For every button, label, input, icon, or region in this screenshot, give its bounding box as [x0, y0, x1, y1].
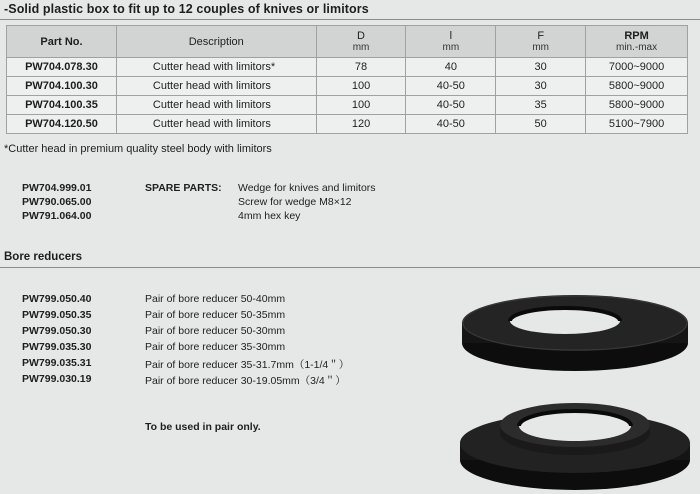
bore-reducer-desc: Pair of bore reducer 50-35mm: [145, 309, 286, 321]
cell-description: Cutter head with limitors: [116, 96, 316, 115]
bore-reducers-divider: [0, 267, 700, 268]
spare-part-code: PW790.065.00: [22, 196, 92, 208]
cell-rpm: 5800~9000: [586, 96, 688, 115]
spare-part-desc: 4mm hex key: [238, 210, 301, 222]
section-heading: -Solid plastic box to fit up to 12 couples of knives or limitors: [4, 2, 369, 16]
cell-rpm: 7000~9000: [586, 58, 688, 77]
bore-reducer-code: PW799.035.31: [22, 357, 92, 369]
lower-bore-reducer-ring: [460, 403, 690, 490]
bore-reducer-desc: Pair of bore reducer 35-31.7mm（1-1/4＂）: [145, 359, 350, 371]
cell-l: 40-50: [406, 96, 496, 115]
cell-d: 100: [316, 96, 406, 115]
cell-f: 35: [496, 96, 586, 115]
bore-reducer-code: PW799.030.19: [22, 373, 92, 385]
table-row: [7, 58, 688, 77]
cell-rpm: 5100~7900: [586, 115, 688, 134]
spare-part-code: PW704.999.01: [22, 182, 92, 194]
col-header-d: D mm: [316, 26, 406, 58]
cell-l: 40: [406, 58, 496, 77]
cell-f: 30: [496, 77, 586, 96]
bore-reducer-desc: Pair of bore reducer 50-30mm: [145, 325, 286, 337]
cell-f: 30: [496, 58, 586, 77]
col-header-part-no: Part No.: [7, 26, 117, 58]
bore-reducer-desc: Pair of bore reducer 35-30mm: [145, 341, 286, 353]
table-header-row: [7, 26, 688, 58]
bore-reducer-code: PW799.035.30: [22, 341, 92, 353]
cell-d: 120: [316, 115, 406, 134]
bore-reducer-code: PW799.050.30: [22, 325, 92, 337]
spare-parts-label: SPARE PARTS:: [145, 182, 222, 194]
spare-part-desc: Screw for wedge M8×12: [238, 196, 352, 208]
cell-d: 78: [316, 58, 406, 77]
cell-description: Cutter head with limitors*: [116, 58, 316, 77]
cutter-head-spec-table: [6, 25, 688, 134]
col-header-l: l mm: [406, 26, 496, 58]
table-row: [7, 77, 688, 96]
cell-l: 40-50: [406, 115, 496, 134]
cell-part-no: PW704.078.30: [7, 58, 117, 77]
bore-reducer-code: PW799.050.40: [22, 293, 92, 305]
heading-divider: [0, 19, 700, 20]
cell-d: 100: [316, 77, 406, 96]
cell-part-no: PW704.100.35: [7, 96, 117, 115]
pair-usage-note: To be used in pair only.: [145, 421, 261, 433]
upper-bore-reducer-ring: [462, 295, 688, 371]
col-header-rpm: RPM min.-max: [586, 26, 688, 58]
spare-part-desc: Wedge for knives and limitors: [238, 182, 376, 194]
col-header-f: F mm: [496, 26, 586, 58]
footnote: *Cutter head in premium quality steel body with limitors: [4, 143, 272, 155]
cell-l: 40-50: [406, 77, 496, 96]
bore-reducer-rings-image: [455, 285, 695, 494]
spare-part-code: PW791.064.00: [22, 210, 92, 222]
bore-reducer-code: PW799.050.35: [22, 309, 92, 321]
cell-description: Cutter head with limitors: [116, 77, 316, 96]
cell-part-no: PW704.100.30: [7, 77, 117, 96]
bore-reducer-desc: Pair of bore reducer 30-19.05mm（3/4＂）: [145, 375, 346, 387]
table-row: [7, 115, 688, 134]
table-row: [7, 96, 688, 115]
bore-reducer-desc: Pair of bore reducer 50-40mm: [145, 293, 286, 305]
cell-description: Cutter head with limitors: [116, 115, 316, 134]
col-header-description: Description: [116, 26, 316, 58]
bore-reducers-title: Bore reducers: [4, 251, 82, 263]
cell-f: 50: [496, 115, 586, 134]
cell-part-no: PW704.120.50: [7, 115, 117, 134]
cell-rpm: 5800~9000: [586, 77, 688, 96]
